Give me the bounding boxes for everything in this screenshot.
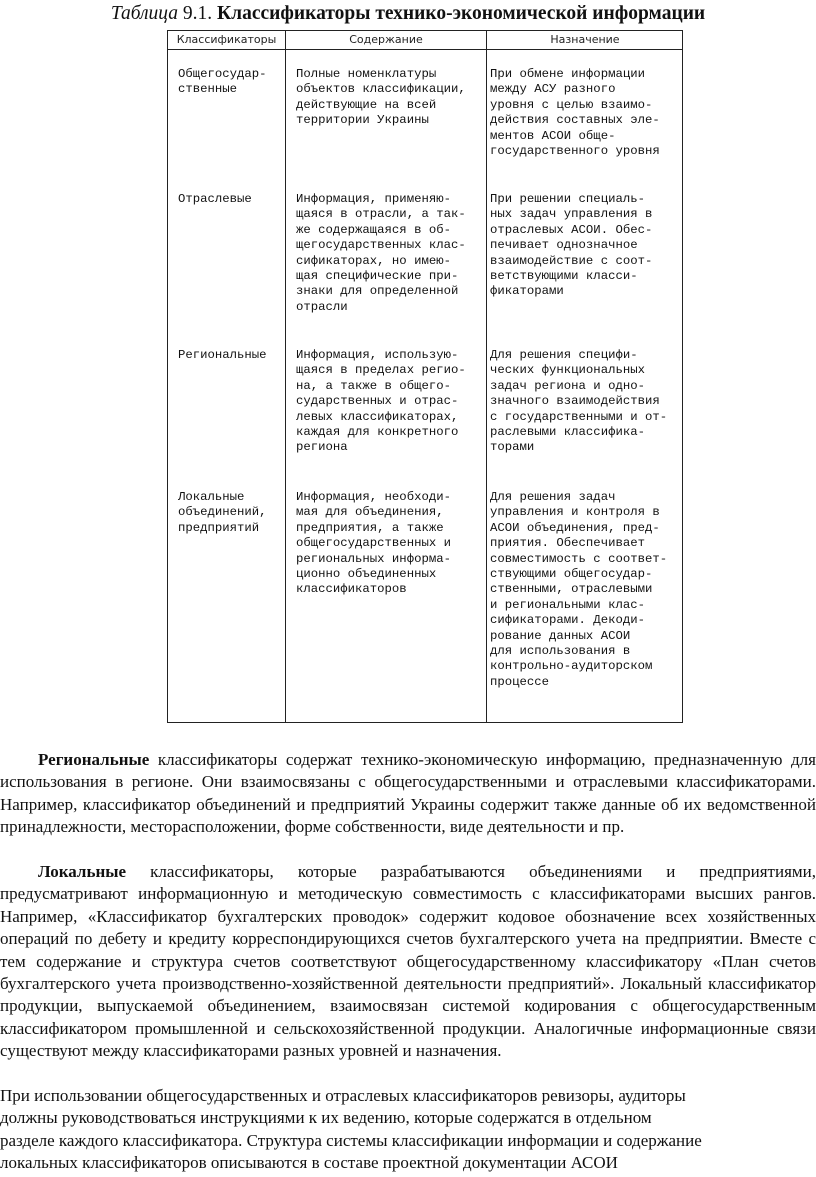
- classifiers-table: [167, 30, 683, 723]
- row-2-content: Информация, применяю- щаяся в отрасли, а так- же содержащаяся в об- щегосударственных клас- сификаторах, но имею- щая специфические при- знаки для определенной отрасли: [296, 192, 466, 314]
- row-3-purpose: Для решения специфи- ческих функциональных задач региона и одно- значного взаимодействия с государственными и от- раслевыми классифика- торами: [490, 348, 668, 455]
- row-2-purpose: При решении специаль- ных задач управления в отраслевых АСОИ. Обес- печивает однозначное взаимодействие с соот- ветствующими класси- фикаторами: [490, 192, 653, 299]
- paragraph-usage-line: разделе каждого классификатора. Структура системы классификации информации и содержание: [0, 1131, 702, 1150]
- caption-number: 9.1.: [182, 3, 213, 24]
- row-4-classifier: Локальные объединений, предприятий: [178, 490, 267, 535]
- column-divider: [285, 31, 286, 722]
- paragraph-usage-line: локальных классификаторов описываются в составе проектной документации АСОИ: [0, 1153, 618, 1172]
- row-4-purpose: Для решения задач управления и контроля в АСОИ объединения, пред- приятия. Обеспечивает совместимость с соответ- ствующими общегосудар- ственными, отраслевыми и региональными клас- сификаторами. Декоди- рование данных АСОИ для использования в контрольно-аудиторском процессе: [490, 490, 668, 689]
- row-3-content: Информация, использую- щаяся в пределах регио- на, а также в общего- сударственных и отрас- левых классификаторах, каждая для конкретного региона: [296, 348, 466, 455]
- paragraph-regional: [0, 749, 816, 839]
- header-content: Содержание: [349, 33, 423, 46]
- paragraph-usage-line: При использовании общегосударственных и отраслевых классификаторов ревизоры, аудиторы: [0, 1086, 686, 1105]
- paragraph-regional-lead: Региональные: [38, 750, 150, 769]
- paragraph-local: [0, 861, 816, 1063]
- paragraph-usage-line: должны руководствоваться инструкциями к их ведению, которые содержатся в отдельном: [0, 1108, 652, 1127]
- paragraph-local-text: классификаторы, которые разрабатываются объединениями и предприятиями, предусматривают информационную и методическую совместимость с классификаторами высших рангов. Например, «Классификатор бухгалтерских проводок» содержит кодовое обозначение всех хозяйственных операций по дебету и кредиту корреспондирующихся счетов бухгалтерского учета на предприятии. Вместе с тем содержание и структура счетов соответствуют общегосударственному классификатору «План счетов бухгалтерского учета производственно-хозяйственной деятельности предприятий». Локальный классификатор продукции, выпускаемой объединением, взаимосвязан системой кодирования с общегосударственным классификатором промышленной и сельскохозяйственной продукции. Аналогичные информационные связи существуют между классификаторами разных уровней и назначения.: [0, 862, 816, 1061]
- caption-label: Таблица: [110, 3, 179, 24]
- row-1-purpose: При обмене информации между АСУ разного уровня с целью взаимо- действия составных эле- ментов АСОИ обще- государственного уровня: [490, 67, 660, 159]
- column-divider: [486, 31, 487, 722]
- row-1-classifier: Общегосудар- ственные: [178, 67, 267, 97]
- table-caption: [0, 2, 816, 26]
- row-4-content: Информация, необходи- мая для объединения, предприятия, а также общегосударственных и региональных информа- ционно объединенных классификаторов: [296, 490, 451, 597]
- row-3-classifier: Региональные: [178, 348, 267, 362]
- paragraph-local-lead: Локальные: [38, 862, 127, 881]
- row-1-content: Полные номенклатуры объектов классификации, действующие на всей территории Украины: [296, 67, 466, 128]
- row-2-classifier: Отраслевые: [178, 192, 252, 206]
- header-classifiers: Классификаторы: [176, 33, 277, 46]
- caption-title: Классификаторы технико-экономической информации: [217, 3, 706, 24]
- header-divider: [168, 49, 682, 50]
- paragraph-regional-text: классификаторы содержат технико-экономическую информацию, предназначенную для использования в регионе. Они взаимосвязаны с общегосударственными и отраслевыми классификаторами. Например, классификатор объединений и предприятий Украины содержит также данные об их ведомственной принадлежности, месторасположении, форме собственности, виде деятельности и пр.: [0, 750, 816, 837]
- header-purpose: Назначение: [550, 33, 620, 46]
